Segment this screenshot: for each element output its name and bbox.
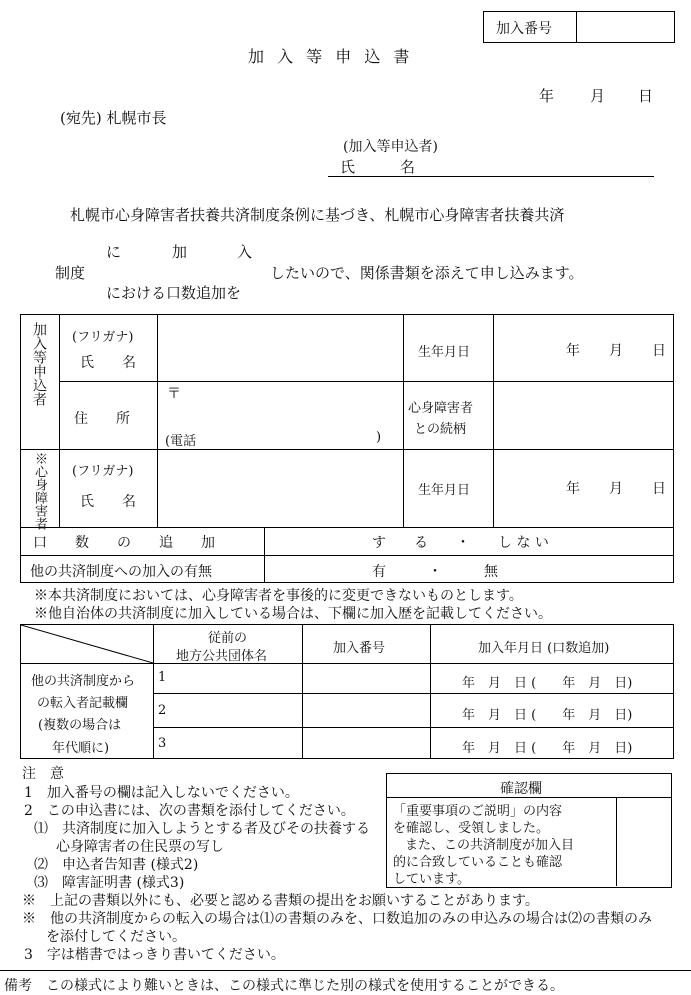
applicant-name-cell-label: 氏 名 [80, 355, 136, 371]
transfer-row-1-number: 1 [158, 670, 167, 685]
note-1: 1 加入番号の欄は記入しないでください。 [24, 785, 299, 801]
units-choice[interactable]: す る ・ し な い [372, 535, 549, 551]
applicant-heading: (加入等申込者) [343, 139, 438, 155]
postal-mark: 〒 [167, 386, 181, 402]
applicant-furigana-label: (フリガナ) [72, 330, 134, 345]
applicant-birth-day: 日 [652, 343, 666, 359]
disabled-furigana-label: (フリガナ) [72, 464, 134, 479]
relation-input[interactable] [495, 383, 671, 447]
col-number: 加入番号 [333, 641, 386, 656]
applicant-name-label: 氏 名 [340, 158, 416, 176]
intro-additional: における口数追加を [106, 284, 242, 302]
disabled-name-cell-label: 氏 名 [80, 494, 136, 510]
transfer-row-1-date[interactable]: 年 月 日 ( 年 月 日) [462, 676, 633, 691]
form-title: 加 入 等 申 込 書 [248, 47, 414, 66]
applicant-birth-year: 年 [566, 343, 580, 359]
side-line-1: 他の共済制度から [31, 674, 136, 689]
disabled-birth-month: 月 [609, 481, 623, 497]
units-label: 口 数 の 追 加 [33, 535, 215, 551]
address-label: 住 所 [74, 411, 130, 427]
applicant-birth-month: 月 [609, 343, 623, 359]
confirm-line-5: しています。 [393, 872, 470, 887]
disabled-name-input[interactable] [159, 451, 402, 525]
col-previous-line2: 地方公共団体名 [176, 649, 268, 664]
side-line-2: の転入者記載欄 [37, 696, 129, 711]
note-mid-1: ※本共済制度においては、心身障害者を事後的に変更できないものとします。 [34, 588, 523, 604]
note-2-1: ⑴ 共済制度に加入しようとする者及びその扶養する [34, 821, 370, 837]
note-2-3: ⑶ 障害証明書 (様式3) [34, 875, 185, 891]
footer-rule [0, 970, 691, 971]
side-line-4: 年代順に) [52, 741, 110, 756]
col-previous-line1: 従前の [208, 631, 248, 646]
transfer-row-3-date[interactable]: 年 月 日 ( 年 月 日) [462, 741, 633, 756]
intro-kanyu-2: 入 [237, 243, 253, 261]
date-month: 月 [590, 87, 606, 105]
relation-label-line1: 心身障害者 [408, 401, 474, 416]
note-transfer: ※ 他の共済制度からの転入の場合は⑴の書類のみを、口数追加のみの申込みの場合は⑵の書類のみ [22, 911, 652, 927]
confirm-line-1: 「重要事項のご説明」の内容 [393, 804, 563, 819]
confirm-line-4: 的に合致していることも確認 [393, 855, 563, 870]
transfer-row-2-date[interactable]: 年 月 日 ( 年 月 日) [462, 708, 633, 723]
header-diagonal [21, 625, 153, 663]
note-2-1-cont: 心身障害者の住民票の写し [56, 839, 224, 855]
date-day: 日 [638, 87, 654, 105]
note-transfer-cont: を添付してください。 [46, 929, 186, 945]
note-2: 2 この申込書には、次の書類を添付してください。 [24, 803, 355, 819]
confirm-line-3: また、この共済制度が加入目 [405, 838, 575, 853]
applicant-birthdate-label: 生年月日 [418, 345, 471, 360]
disabled-birth-year: 年 [566, 481, 580, 497]
date-year: 年 [539, 87, 555, 105]
intro-line1: 札幌市心身障害者扶養共済制度条例に基づき、札幌市心身障害者扶養共済 [70, 206, 565, 224]
disabled-birth-day: 日 [652, 481, 666, 497]
footer-remark: 備考 この様式により難いときは、この様式に準じた別の様式を使用することができる。 [4, 978, 564, 994]
disabled-birthdate-label: 生年月日 [418, 483, 471, 498]
note-2-2: ⑵ 申込者告知書 (様式2) [34, 857, 199, 873]
applicant-name-line[interactable] [328, 176, 654, 177]
notes-heading: 注 意 [22, 766, 64, 782]
transfer-row-3-number: 3 [158, 736, 167, 751]
intro-ni: に [106, 243, 122, 261]
note-3: 3 字は楷書ではっきり書いてください。 [24, 947, 285, 963]
note-extra-docs: ※ 上記の書類以外にも、必要と認める書類の提出をお願いすることがあります。 [22, 893, 539, 909]
other-plan-choice[interactable]: 有 ・ 無 [372, 564, 498, 580]
confirm-line-2: を確認し、受領しました。 [393, 821, 550, 836]
intro-kanyu-1: 加 [172, 243, 188, 261]
intro-line3: したいので、関係書類を添えて申し込みます。 [270, 264, 584, 282]
col-date: 加入年月日 (口数追加) [478, 641, 610, 656]
applicant-vertical-label: 加入等申込者 [31, 322, 47, 406]
phone-label: (電話 [165, 434, 197, 449]
confirm-stamp-cell[interactable] [618, 799, 670, 885]
phone-close: ) [376, 430, 382, 445]
applicant-name-input[interactable] [159, 316, 402, 380]
transfer-row-2-number: 2 [158, 703, 167, 718]
disabled-person-vertical-label: ※心身障害者 [32, 452, 47, 530]
confirm-title: 確認欄 [500, 781, 542, 797]
note-mid-2: ※他自治体の共済制度に加入している場合は、下欄に加入歴を記載してください。 [34, 606, 552, 622]
intro-seido: 制度 [55, 264, 86, 282]
addressee: (宛先) 札幌市長 [60, 109, 167, 127]
membership-number-field[interactable] [578, 12, 672, 41]
relation-label-line2: との続柄 [414, 422, 467, 437]
membership-number-label: 加入番号 [496, 21, 552, 37]
side-line-3: (複数の場合は [38, 718, 122, 733]
other-plan-label: 他の共済制度への加入の有無 [30, 564, 212, 580]
